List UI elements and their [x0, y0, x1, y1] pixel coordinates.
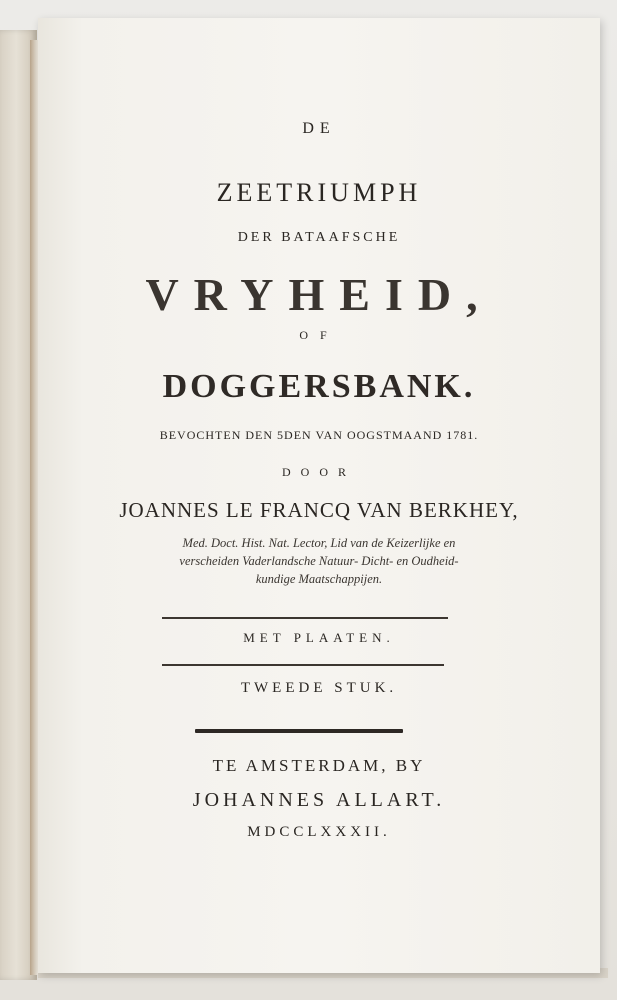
- ornamental-rule: [195, 729, 403, 733]
- battle-date-line: BEVOCHTEN DEN 5DEN VAN OOGSTMAAND 1781.: [159, 428, 479, 442]
- heading-de: DE: [302, 120, 336, 137]
- plates-note: MET PLAATEN.: [243, 630, 395, 645]
- title-line-der-bataafsche: DER BATAAFSCHE: [237, 230, 401, 245]
- author-credentials-line: Med. Doct. Hist. Nat. Lector, Lid van de Keizerlijke en: [182, 536, 456, 550]
- by-label: DOOR: [281, 465, 356, 479]
- title-conjunction-of: OF: [299, 328, 339, 342]
- author-name: JOANNES LE FRANCQ VAN BERKHEY,: [119, 498, 519, 522]
- title-line-zeetriumph: ZEETRIUMPH: [216, 178, 422, 207]
- imprint-printer: JOHANNES ALLART.: [192, 789, 446, 811]
- imprint-place: TE AMSTERDAM, BY: [212, 756, 426, 775]
- divider-rule: [162, 664, 444, 666]
- author-credentials-line: verscheiden Vaderlandsche Natuur- Dicht- en Oudheid-: [179, 554, 459, 568]
- divider-rule: [162, 617, 448, 619]
- title-page: [38, 18, 600, 973]
- title-line-doggersbank: DOGGERSBANK.: [162, 368, 476, 405]
- imprint-year: MDCCLXXXII.: [247, 824, 391, 840]
- author-credentials-line: kundige Maatschappijen.: [255, 572, 383, 586]
- book-spine-edge: [30, 40, 38, 975]
- part-label: TWEEDE STUK.: [240, 680, 398, 696]
- title-line-vryheid: VRYHEID,: [145, 269, 493, 320]
